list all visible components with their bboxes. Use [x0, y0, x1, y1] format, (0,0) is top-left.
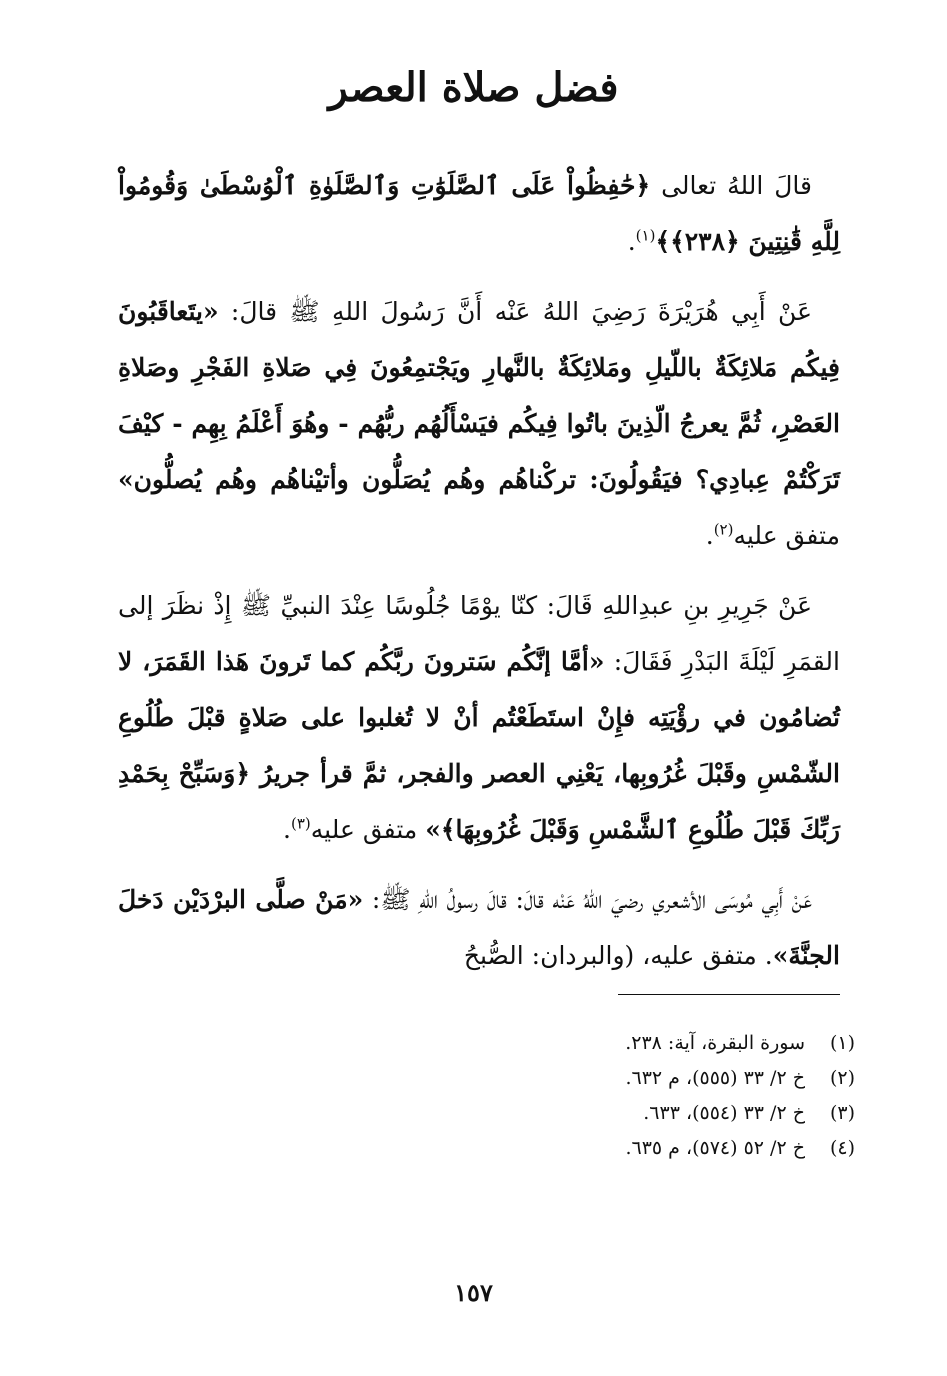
paragraph-intro: قالَ اللهُ تعالى	[661, 171, 812, 200]
footnotes	[300, 1026, 855, 1166]
footnote-text: خ ٢/ ٣٣ (٥٥٥)، م ٦٣٢.	[625, 1067, 805, 1089]
paragraph-intro: عَنْ أَبِي هُرَيْرَةَ رَضِيَ اللهُ عَنْه أَنَّ رَسُولَ اللهِ ﷺ قالَ:	[230, 297, 813, 326]
quran-quote: ﴿حَٰفِظُواْ عَلَى ٱلصَّلَوَٰتِ وَٱلصَّلَوٰةِ ٱلْوُسْطَىٰ وَقُومُواْ لِلَّهِ قَٰنِتِينَ ﴿٢٣٨﴾﴾	[118, 171, 840, 256]
footnote-item	[300, 1061, 855, 1096]
footnote-item	[300, 1026, 855, 1061]
paragraph-intro: عَنْ جَرِيرِ بنِ عبدِاللهِ قَالَ: كنّا يوْمًا جُلُوسًا عِنْدَ النبيِّ ﷺ إِذْ نظَرَ إلى القمَرِ لَيْلَةَ البَدْرِ فَقَالَ:	[118, 591, 840, 676]
footnote-text: خ ٢/ ٣٣ (٥٥٤)، ٦٣٣.	[643, 1102, 805, 1124]
footnote-divider	[618, 994, 840, 995]
paragraph-hadith-abu-hurayra: عَنْ أَبِي هُرَيْرَةَ رَضِيَ اللهُ عَنْه أَنَّ رَسُولَ اللهِ ﷺ قالَ: «يتَعاقَبُونَ فِيكُم مَلائِكَةٌ باللّيلِ ومَلائِكَةٌ بالنَّهارِ ويَجْتمِعُونَ فِي صَلاةِ الفَجْرِ وصَلاةِ العَصْرِ، ثُمَّ يعرجُ الّذِينَ باتُوا فِيكُم فيَسْأَلُهُم ربُّهُم - وهُوَ أَعْلَمُ بِهِم - كيْفَ تَرَكْتُمْ عِبادِي؟ فيَقُولُونَ: تركْناهُم وهُم يُصَلُّون وأتيْناهُم وهُم يُصلُّون» متفق عليه$^{(٢)}$.	[118, 297, 840, 550]
footnote-number: (٣)	[829, 1102, 855, 1124]
footnote-ref: (٢)	[713, 520, 734, 539]
paragraph-intro: عَنْ أَبِي مُوسَى الأشعري رضيَ اللهُ عَنْه قالَ: قالَ رسولُ اللهِ ﷺ:	[371, 885, 813, 914]
hadith-quote: «يتَعاقَبُونَ فِيكُم مَلائِكَةٌ باللّيلِ ومَلائِكَةٌ بالنَّهارِ ويَجْتمِعُونَ فِي صَلاةِ الفَجْرِ وصَلاةِ العَصْرِ، ثُمَّ يعرجُ الّذِينَ باتُوا فِيكُم فيَسْأَلُهُم ربُّهُم - وهُوَ أَعْلَمُ بِهِم - كيْفَ تَرَكْتُمْ عِبادِي؟ فيَقُولُونَ: تركْناهُم وهُم يُصَلُّون وأتيْناهُم وهُم يُصلُّون»	[118, 297, 840, 494]
paragraph-tail: متفق عليه	[310, 815, 418, 844]
footnote-number: (٤)	[829, 1137, 855, 1159]
footnote-item	[300, 1131, 855, 1166]
paragraph-tail: متفق عليه، (والبردان: الصُّبحُ	[463, 941, 757, 970]
paragraph-hadith-abu-musa: عَنْ أَبِي مُوسَى الأشعري رضيَ اللهُ عَنْه قالَ: قالَ رسولُ اللهِ ﷺ: «مَنْ صلَّى البرْدَيْن دَخلَ الجنَّةَ». متفق عليه، (والبردان: الصُّبحُ	[118, 885, 840, 970]
footnote-ref: (٣)	[290, 814, 311, 833]
footnote-item	[300, 1096, 855, 1131]
page-title: فضل صلاة العصر	[328, 64, 619, 111]
footnote-text: خ ٢/ ٥٢ (٥٧٤)، م ٦٣٥.	[625, 1137, 805, 1159]
footnote-number: (١)	[829, 1032, 855, 1054]
footnote-ref: (١)	[635, 226, 656, 245]
paragraph-tail: متفق عليه	[733, 521, 840, 550]
footnote-text: سورة البقرة، آية: ٢٣٨.	[625, 1032, 805, 1054]
paragraph-hadith-jarir: عَنْ جَرِيرِ بنِ عبدِاللهِ قَالَ: كنّا يوْمًا جُلُوسًا عِنْدَ النبيِّ ﷺ إِذْ نظَرَ إلى القمَرِ لَيْلَةَ البَدْرِ فَقَالَ: «أمَّا إنَّكُم سَترونَ ربَّكُم كما تَرونَ هَذا القَمَرَ، لا تُضامُون في رؤْيَتِه فإِنْ استَطَعْتُم أنْ لا تُغلبوا على صَلاةٍ قبْلَ طُلُوعِ الشّمْسِ وقَبْلَ غُرُوبِها، يَعْنِي العصر والفجر، ثمَّ قرأ جريرُ ﴿وَسَبِّحْ بِحَمْدِ رَبِّكَ قَبْلَ طُلُوعِ ٱلشَّمْسِ وَقَبْلَ غُرُوبِهَا﴾» متفق عليه$^{(٣)}$.	[118, 591, 840, 844]
footnote-number: (٢)	[829, 1067, 855, 1089]
main-text	[118, 158, 840, 998]
paragraph-verse	[118, 158, 840, 270]
paragraph-tail: .	[627, 227, 636, 256]
page-number: ١٥٧	[454, 1278, 493, 1307]
hadith-quote: «أمَّا إنَّكُم سَترونَ ربَّكُم كما تَرونَ هَذا القَمَرَ، لا تُضامُون في رؤْيَتِه فإِنْ استَطَعْتُم أنْ لا تُغلبوا على صَلاةٍ قبْلَ طُلُوعِ الشّمْسِ وقَبْلَ غُرُوبِها، يَعْنِي العصر والفجر، ثمَّ قرأ جريرُ ﴿وَسَبِّحْ بِحَمْدِ رَبِّكَ قَبْلَ طُلُوعِ ٱلشَّمْسِ وَقَبْلَ غُرُوبِهَا﴾»	[118, 647, 840, 844]
hadith-quote: «مَنْ صلَّى البرْدَيْن دَخلَ الجنَّةَ»	[118, 885, 840, 970]
